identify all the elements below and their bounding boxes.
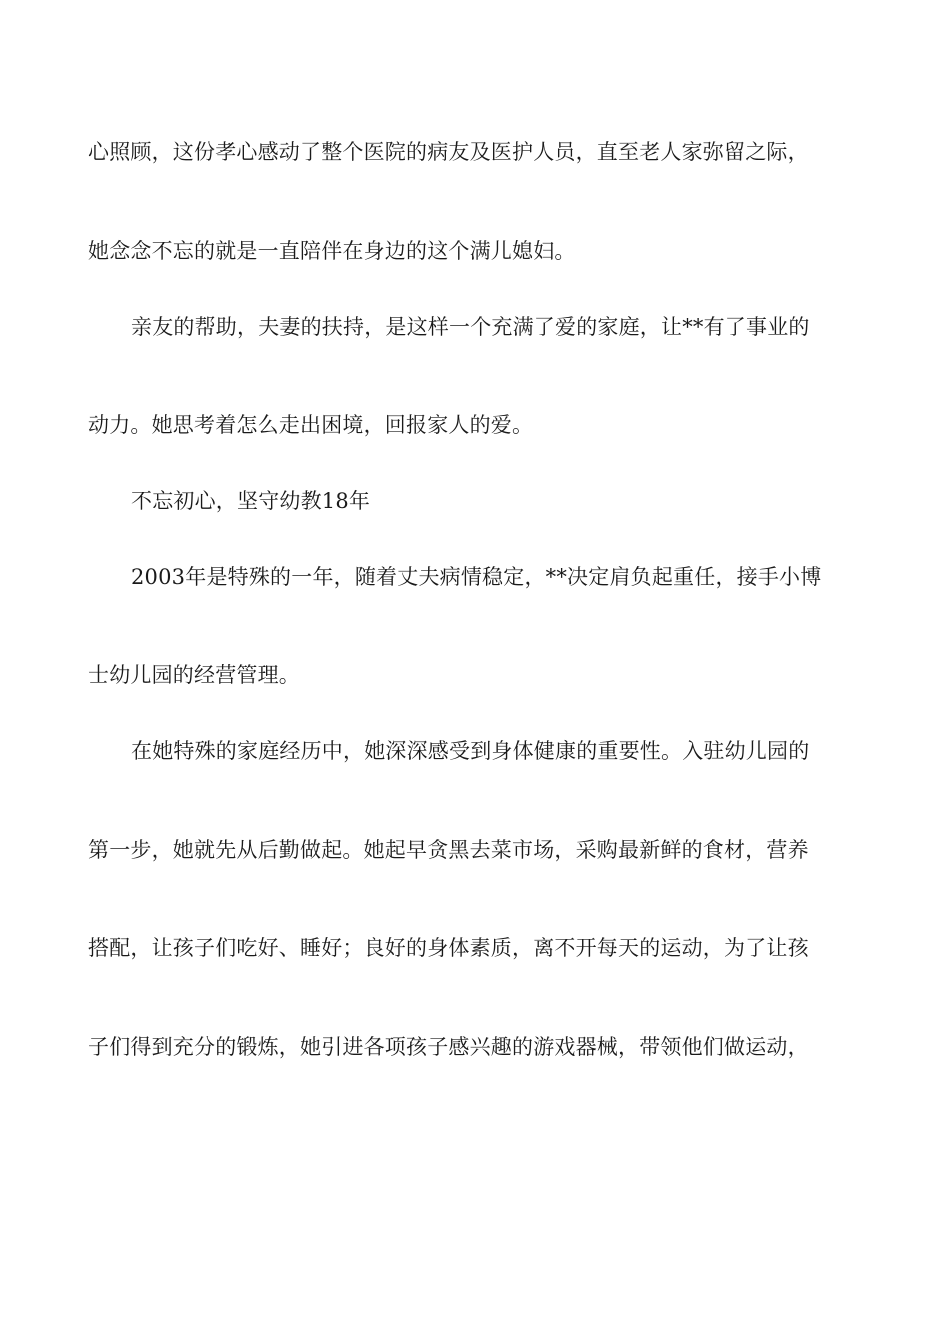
paragraph-line: 她念念不忘的就是一直陪伴在身边的这个满儿媳妇。 [88, 239, 576, 263]
paragraph-line: 动力。她思考着怎么走出困境，回报家人的爱。 [88, 413, 534, 437]
paragraph-line: 2003年是特殊的一年，随着丈夫病情稳定，**决定肩负起重任，接手小博 [131, 565, 822, 589]
paragraph-line: 心照顾，这份孝心感动了整个医院的病友及医护人员，直至老人家弥留之际， [88, 140, 809, 164]
paragraph-line: 子们得到充分的锻炼，她引进各项孩子感兴趣的游戏器械，带领他们做运动， [88, 1035, 809, 1059]
paragraph-line: 亲友的帮助，夫妻的扶持，是这样一个充满了爱的家庭，让**有了事业的 [131, 315, 810, 339]
section-heading: 不忘初心，坚守幼教18年 [131, 489, 371, 513]
paragraph-line: 第一步，她就先从后勤做起。她起早贪黑去菜市场，采购最新鲜的食材，营养 [88, 838, 809, 862]
paragraph-line: 搭配，让孩子们吃好、睡好；良好的身体素质，离不开每天的运动，为了让孩 [88, 936, 809, 960]
paragraph-line: 在她特殊的家庭经历中，她深深感受到身体健康的重要性。入驻幼儿园的 [131, 739, 810, 763]
paragraph-line: 士幼儿园的经营管理。 [88, 663, 300, 687]
